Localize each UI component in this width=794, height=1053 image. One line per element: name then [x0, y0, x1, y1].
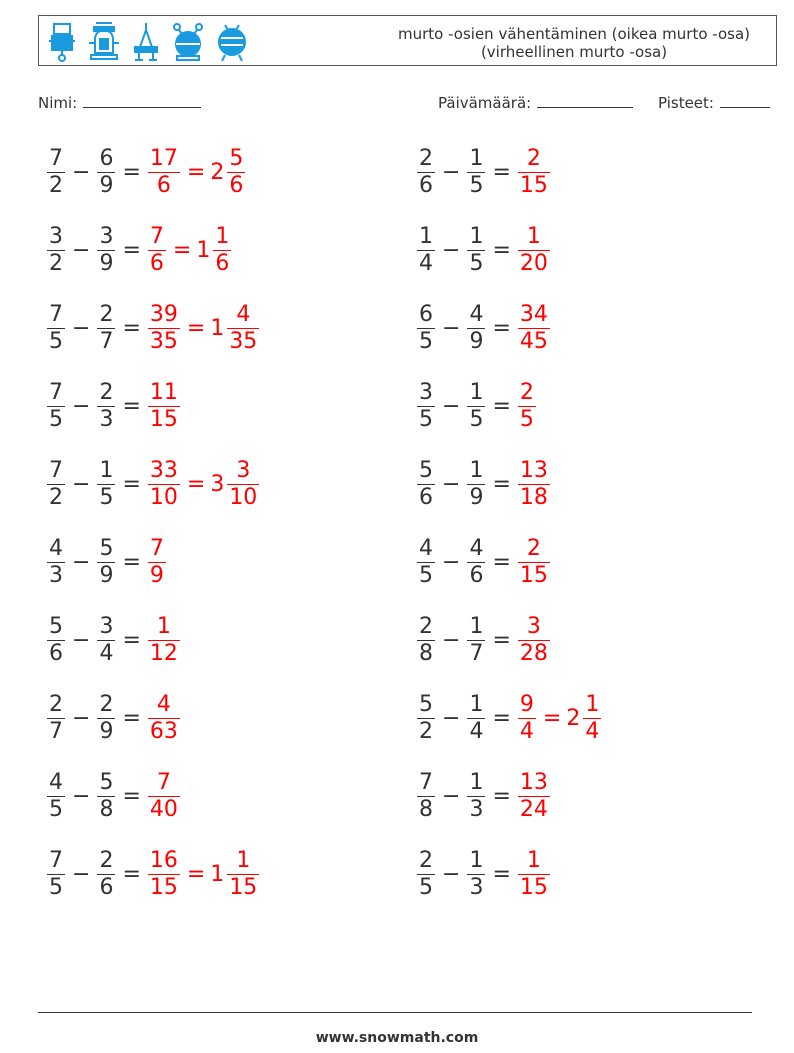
minus-sign: −	[72, 159, 91, 185]
minuend-fraction	[47, 380, 65, 433]
minuend-fraction	[417, 692, 435, 745]
numerator: 34	[519, 301, 548, 327]
score-field	[658, 93, 770, 112]
denominator: 5	[469, 250, 484, 276]
denominator: 9	[99, 250, 114, 276]
subtrahend-fraction	[467, 848, 485, 901]
numerator: 2	[419, 145, 433, 171]
subtrahend-fraction	[467, 146, 485, 199]
numerator: 11	[149, 379, 178, 405]
problem-item	[415, 842, 552, 906]
subtrahend-fraction	[467, 770, 485, 823]
denominator: 4	[419, 250, 433, 276]
date-label: Päivämäärä:	[438, 94, 532, 112]
minuend-fraction	[417, 146, 435, 199]
numerator: 5	[419, 457, 433, 483]
numerator: 3	[526, 613, 541, 639]
numerator: 16	[149, 847, 178, 873]
denominator: 5	[49, 874, 63, 900]
denominator: 3	[469, 796, 484, 822]
subtrahend-fraction	[467, 614, 485, 667]
numerator: 2	[99, 847, 114, 873]
minus-sign: −	[72, 393, 91, 419]
minus-sign: −	[72, 549, 91, 575]
denominator: 28	[519, 640, 548, 666]
minus-sign: −	[442, 861, 461, 887]
numerator: 4	[469, 301, 484, 327]
equals-sign: =	[122, 627, 141, 653]
numerator: 1	[156, 613, 171, 639]
numerator: 1	[469, 847, 484, 873]
numerator: 1	[469, 457, 484, 483]
denominator: 20	[519, 250, 548, 276]
denominator: 5	[469, 172, 484, 198]
minus-sign: −	[442, 237, 461, 263]
minuend-fraction	[47, 848, 65, 901]
minus-sign: −	[442, 627, 461, 653]
minus-sign: −	[442, 549, 461, 575]
whole-part: 3	[210, 471, 225, 497]
subtrahend-fraction	[97, 692, 115, 745]
numerator: 5	[99, 535, 114, 561]
numerator: 6	[99, 145, 114, 171]
footer-divider	[38, 1012, 752, 1013]
denominator: 5	[99, 484, 114, 510]
equals-sign: =	[122, 783, 141, 809]
minus-sign: −	[442, 705, 461, 731]
subtrahend-fraction	[97, 536, 115, 589]
answer-fraction	[148, 614, 180, 667]
numerator: 3	[419, 379, 433, 405]
denominator: 5	[419, 874, 433, 900]
subtrahend-fraction	[97, 380, 115, 433]
denominator: 5	[419, 328, 433, 354]
subtrahend-fraction	[97, 458, 115, 511]
numerator: 1	[469, 613, 484, 639]
minuend-fraction	[47, 458, 65, 511]
numerator: 1	[469, 379, 484, 405]
denominator: 7	[99, 328, 114, 354]
minuend-fraction	[417, 458, 435, 511]
score-label: Pisteet:	[658, 94, 714, 112]
numerator: 7	[49, 301, 63, 327]
denominator: 6	[419, 172, 433, 198]
denominator: 15	[519, 874, 548, 900]
minus-sign: −	[72, 705, 91, 731]
denominator: 2	[49, 484, 63, 510]
whole-part: 2	[566, 705, 581, 731]
minuend-fraction	[417, 848, 435, 901]
minuend-fraction	[417, 770, 435, 823]
numerator: 7	[49, 457, 63, 483]
denominator: 5	[419, 562, 433, 588]
problem-item	[45, 140, 247, 204]
minuend-fraction	[417, 224, 435, 277]
numerator: 1	[526, 223, 541, 249]
subtrahend-fraction	[467, 536, 485, 589]
numerator: 2	[419, 847, 433, 873]
problem-item	[45, 686, 182, 750]
denominator: 2	[49, 172, 63, 198]
denominator: 35	[149, 328, 178, 354]
denominator: 4	[519, 718, 534, 744]
numerator: 1	[526, 847, 541, 873]
minuend-fraction	[47, 224, 65, 277]
problem-item	[45, 842, 261, 906]
equals-sign-answer: =	[172, 237, 192, 263]
problem-item	[45, 608, 182, 672]
subtrahend-fraction	[97, 302, 115, 355]
numerator: 7	[49, 847, 63, 873]
numerator: 2	[99, 379, 114, 405]
name-label: Nimi:	[38, 94, 78, 112]
worksheet-title: murto -osien vähentäminen (oikea murto -osa) (virheellinen murto -osa)	[397, 25, 751, 61]
answer-fraction	[518, 146, 550, 199]
minus-sign: −	[442, 159, 461, 185]
robot-icon-2	[85, 21, 123, 63]
numerator: 13	[519, 457, 548, 483]
equals-sign: =	[122, 549, 141, 575]
minus-sign: −	[442, 315, 461, 341]
denominator: 15	[229, 874, 258, 900]
denominator: 4	[99, 640, 114, 666]
equals-sign: =	[492, 549, 511, 575]
minuend-fraction	[47, 692, 65, 745]
numerator: 1	[585, 691, 600, 717]
mixed-fraction-part	[213, 224, 231, 277]
subtrahend-fraction	[467, 380, 485, 433]
mixed-number-answer	[210, 146, 247, 199]
denominator: 6	[215, 250, 230, 276]
date-field	[438, 93, 633, 112]
numerator: 17	[149, 145, 178, 171]
denominator: 6	[469, 562, 484, 588]
numerator: 1	[469, 145, 484, 171]
numerator: 1	[469, 691, 484, 717]
minus-sign: −	[72, 315, 91, 341]
problem-item	[415, 374, 538, 438]
equals-sign: =	[492, 705, 511, 731]
problem-item	[415, 452, 552, 516]
numerator: 6	[419, 301, 433, 327]
numerator: 7	[49, 145, 63, 171]
problem-item	[45, 764, 182, 828]
denominator: 10	[229, 484, 258, 510]
minuend-fraction	[417, 536, 435, 589]
minus-sign: −	[72, 783, 91, 809]
minuend-fraction	[417, 302, 435, 355]
answer-fraction	[518, 224, 550, 277]
subtrahend-fraction	[97, 146, 115, 199]
numerator: 5	[99, 769, 114, 795]
name-field	[38, 93, 201, 112]
mixed-fraction-part	[227, 848, 259, 901]
problem-item	[45, 452, 261, 516]
subtrahend-fraction	[467, 692, 485, 745]
denominator: 5	[419, 406, 433, 432]
numerator: 2	[49, 691, 63, 717]
numerator: 1	[99, 457, 114, 483]
numerator: 4	[236, 301, 251, 327]
denominator: 5	[469, 406, 484, 432]
minus-sign: −	[72, 237, 91, 263]
numerator: 2	[99, 301, 114, 327]
answer-fraction	[518, 848, 550, 901]
problem-item	[45, 374, 182, 438]
whole-part: 2	[210, 159, 225, 185]
numerator: 5	[229, 145, 244, 171]
problem-item	[415, 140, 552, 204]
denominator: 4	[469, 718, 484, 744]
robot-icon-1	[45, 21, 79, 63]
equals-sign-answer: =	[542, 705, 562, 731]
denominator: 2	[419, 718, 433, 744]
numerator: 9	[519, 691, 534, 717]
mixed-fraction-part	[583, 692, 601, 745]
answer-fraction	[518, 458, 550, 511]
footer-url: www.snowmath.com	[315, 1030, 479, 1046]
subtrahend-fraction	[97, 848, 115, 901]
answer-fraction	[518, 380, 536, 433]
numerator: 5	[419, 691, 433, 717]
denominator: 9	[469, 328, 484, 354]
numerator: 1	[215, 223, 230, 249]
answer-fraction	[518, 692, 536, 745]
denominator: 15	[519, 562, 548, 588]
robot-icons	[45, 20, 251, 64]
denominator: 6	[149, 250, 164, 276]
problem-item	[415, 530, 552, 594]
equals-sign: =	[122, 159, 141, 185]
numerator: 7	[149, 223, 164, 249]
denominator: 9	[99, 172, 114, 198]
answer-fraction	[148, 458, 180, 511]
problem-item	[415, 764, 552, 828]
problem-item	[415, 686, 603, 750]
answer-fraction	[518, 614, 550, 667]
equals-sign-answer: =	[186, 159, 206, 185]
mixed-fraction-part	[227, 146, 245, 199]
numerator: 2	[526, 535, 541, 561]
equals-sign: =	[122, 315, 141, 341]
answer-fraction	[148, 380, 180, 433]
numerator: 13	[519, 769, 548, 795]
minuend-fraction	[47, 146, 65, 199]
robot-icon-5	[213, 21, 251, 63]
answer-fraction	[148, 848, 180, 901]
numerator: 1	[419, 223, 433, 249]
denominator: 10	[149, 484, 178, 510]
denominator: 24	[519, 796, 548, 822]
answer-fraction	[148, 692, 180, 745]
numerator: 7	[49, 379, 63, 405]
denominator: 7	[49, 718, 63, 744]
denominator: 3	[99, 406, 114, 432]
minuend-fraction	[417, 380, 435, 433]
denominator: 5	[49, 328, 63, 354]
minuend-fraction	[47, 614, 65, 667]
denominator: 2	[49, 250, 63, 276]
numerator: 4	[49, 535, 63, 561]
denominator: 6	[419, 484, 433, 510]
numerator: 7	[156, 769, 171, 795]
equals-sign: =	[492, 237, 511, 263]
minuend-fraction	[47, 536, 65, 589]
denominator: 35	[229, 328, 258, 354]
answer-fraction	[148, 536, 166, 589]
robot-icon-3	[129, 21, 163, 63]
numerator: 3	[236, 457, 251, 483]
problem-item	[415, 296, 552, 360]
equals-sign: =	[492, 861, 511, 887]
denominator: 5	[519, 406, 534, 432]
denominator: 40	[149, 796, 178, 822]
numerator: 1	[236, 847, 251, 873]
denominator: 6	[99, 874, 114, 900]
answer-fraction	[148, 146, 180, 199]
denominator: 7	[469, 640, 484, 666]
denominator: 5	[49, 406, 63, 432]
numerator: 3	[49, 223, 63, 249]
denominator: 63	[149, 718, 178, 744]
numerator: 2	[419, 613, 433, 639]
denominator: 5	[49, 796, 63, 822]
answer-fraction	[148, 770, 180, 823]
answer-fraction	[518, 302, 550, 355]
subtrahend-fraction	[467, 224, 485, 277]
answer-fraction	[518, 536, 550, 589]
equals-sign: =	[122, 237, 141, 263]
whole-part: 1	[210, 315, 225, 341]
denominator: 3	[469, 874, 484, 900]
date-blank[interactable]	[537, 93, 633, 108]
minus-sign: −	[72, 471, 91, 497]
equals-sign-answer: =	[186, 315, 206, 341]
numerator: 33	[149, 457, 178, 483]
numerator: 2	[99, 691, 114, 717]
numerator: 3	[99, 223, 114, 249]
denominator: 9	[99, 562, 114, 588]
numerator: 4	[419, 535, 433, 561]
equals-sign: =	[122, 393, 141, 419]
robot-icon-4	[169, 21, 207, 63]
denominator: 3	[49, 562, 63, 588]
mixed-number-answer	[210, 848, 261, 901]
minuend-fraction	[47, 302, 65, 355]
equals-sign: =	[492, 783, 511, 809]
equals-sign-answer: =	[186, 861, 206, 887]
minuend-fraction	[47, 770, 65, 823]
equals-sign-answer: =	[186, 471, 206, 497]
denominator: 9	[149, 562, 164, 588]
denominator: 8	[99, 796, 114, 822]
problem-item	[415, 608, 552, 672]
equals-sign: =	[492, 159, 511, 185]
equals-sign: =	[122, 861, 141, 887]
minuend-fraction	[417, 614, 435, 667]
denominator: 6	[156, 172, 171, 198]
numerator: 2	[526, 145, 541, 171]
denominator: 6	[49, 640, 63, 666]
problem-item	[45, 296, 261, 360]
score-blank[interactable]	[720, 93, 770, 108]
numerator: 1	[469, 223, 484, 249]
mixed-number-answer	[566, 692, 603, 745]
subtrahend-fraction	[467, 458, 485, 511]
denominator: 6	[229, 172, 244, 198]
numerator: 7	[149, 535, 164, 561]
answer-fraction	[148, 302, 180, 355]
numerator: 5	[49, 613, 63, 639]
equals-sign: =	[492, 315, 511, 341]
numerator: 2	[519, 379, 534, 405]
subtrahend-fraction	[97, 614, 115, 667]
numerator: 4	[49, 769, 63, 795]
denominator: 18	[519, 484, 548, 510]
mixed-number-answer	[210, 458, 261, 511]
minus-sign: −	[442, 783, 461, 809]
equals-sign: =	[122, 471, 141, 497]
answer-fraction	[148, 224, 166, 277]
numerator: 4	[156, 691, 171, 717]
answer-fraction	[518, 770, 550, 823]
mixed-number-answer	[196, 224, 233, 277]
problem-item	[415, 218, 552, 282]
minus-sign: −	[72, 861, 91, 887]
numerator: 1	[469, 769, 484, 795]
denominator: 15	[519, 172, 548, 198]
problem-item	[45, 218, 233, 282]
denominator: 45	[519, 328, 548, 354]
whole-part: 1	[210, 861, 225, 887]
mixed-number-answer	[210, 302, 261, 355]
numerator: 39	[149, 301, 178, 327]
denominator: 8	[419, 640, 433, 666]
equals-sign: =	[122, 705, 141, 731]
numerator: 3	[99, 613, 114, 639]
denominator: 15	[149, 406, 178, 432]
denominator: 12	[149, 640, 178, 666]
denominator: 15	[149, 874, 178, 900]
minus-sign: −	[72, 627, 91, 653]
subtrahend-fraction	[97, 770, 115, 823]
minus-sign: −	[442, 471, 461, 497]
equals-sign: =	[492, 393, 511, 419]
equals-sign: =	[492, 627, 511, 653]
mixed-fraction-part	[227, 458, 259, 511]
denominator: 8	[419, 796, 433, 822]
name-blank[interactable]	[83, 93, 201, 108]
minus-sign: −	[442, 393, 461, 419]
worksheet-header	[38, 15, 777, 66]
numerator: 4	[469, 535, 484, 561]
denominator: 9	[469, 484, 484, 510]
subtrahend-fraction	[97, 224, 115, 277]
numerator: 7	[419, 769, 433, 795]
problem-item	[45, 530, 168, 594]
whole-part: 1	[196, 237, 211, 263]
mixed-fraction-part	[227, 302, 259, 355]
denominator: 4	[585, 718, 600, 744]
subtrahend-fraction	[467, 302, 485, 355]
denominator: 9	[99, 718, 114, 744]
equals-sign: =	[492, 471, 511, 497]
